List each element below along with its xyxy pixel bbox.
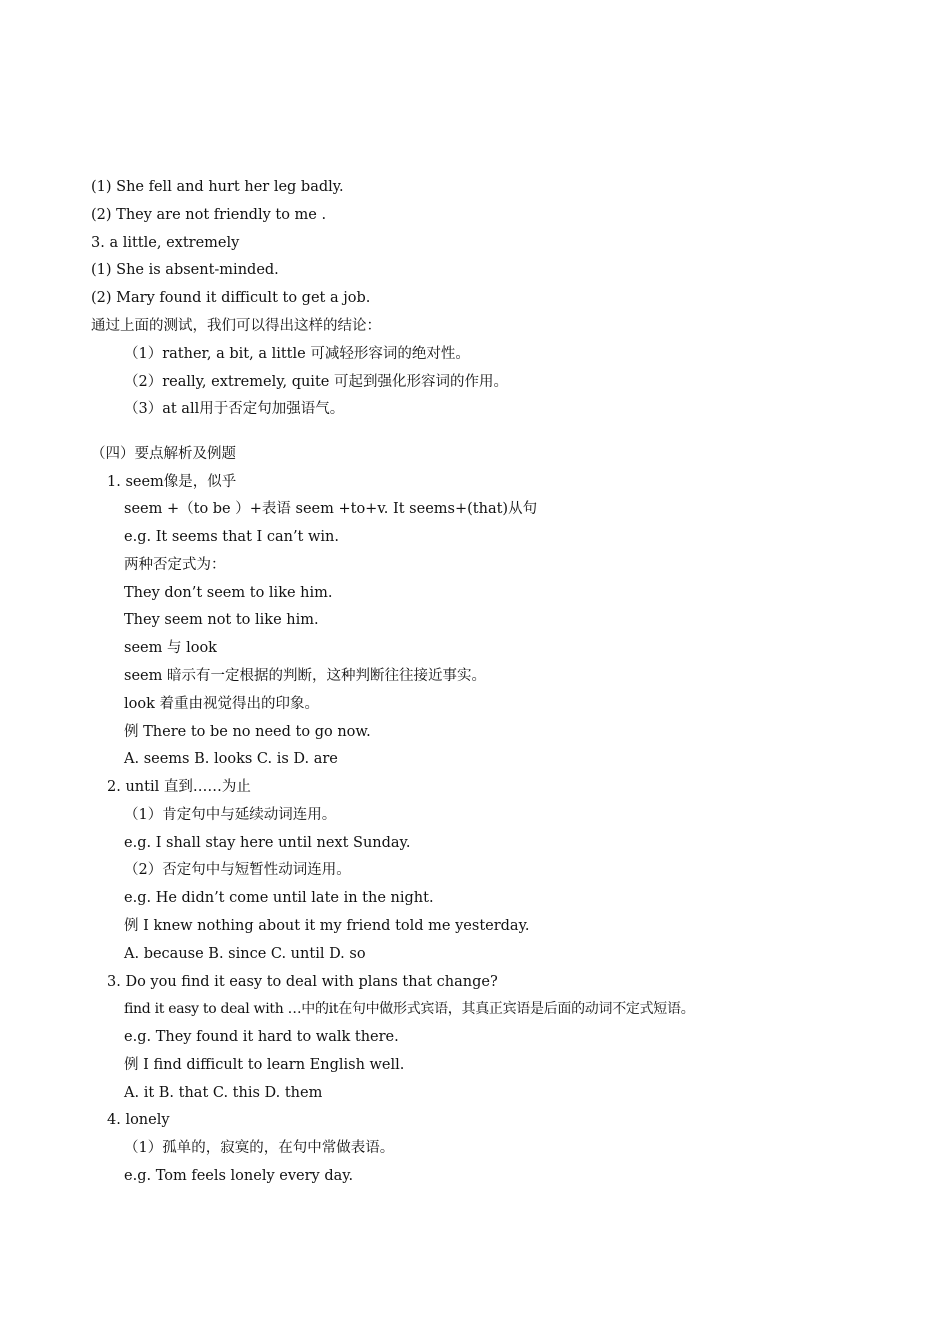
text-line: （2）否定句中与短暂性动词连用。 <box>124 862 351 878</box>
text-line: 例 There to be no need to go now. <box>124 724 371 740</box>
text-line: 1. seem像是，似乎 <box>107 474 237 490</box>
text-line: 两种否定式为： <box>124 557 226 573</box>
text-line: They don’t seem to like him. <box>124 585 333 601</box>
text-line: 通过上面的测试，我们可以得出这样的结论： <box>91 318 381 334</box>
text-line: A. because B. since C. until D. so <box>124 946 366 962</box>
text-line: e.g. He didn’t come until late in the night. <box>124 890 434 906</box>
text-line: 例 I find difficult to learn English well. <box>124 1057 405 1073</box>
text-line: 4. lonely <box>107 1112 170 1128</box>
text-line: 例 I knew nothing about it my friend told me yesterday. <box>124 918 530 934</box>
text-line: A. it B. that C. this D. them <box>124 1085 323 1101</box>
text-line: （1）肯定句中与延续动词连用。 <box>124 807 337 823</box>
section-heading: （四）要点解析及例题 <box>91 446 236 462</box>
text-line: （1）rather, a bit, a little 可减轻形容词的绝对性。 <box>124 346 470 362</box>
text-line: 2. until 直到……为止 <box>107 779 251 795</box>
text-line: e.g. It seems that I can’t win. <box>124 529 339 545</box>
text-line: A. seems B. looks C. is D. are <box>124 751 338 767</box>
text-line: （1）孤单的，寂寞的，在句中常做表语。 <box>124 1140 395 1156</box>
text-line: (1) She is absent-minded. <box>91 262 279 278</box>
text-line: e.g. They found it hard to walk there. <box>124 1029 399 1045</box>
text-line: 3. a little, extremely <box>91 235 240 251</box>
text-line: (2) Mary found it difficult to get a job. <box>91 290 371 306</box>
text-line: find it easy to deal with …中的it在句中做形式宾语，其真正宾语是后面的动词不定式短语。 <box>124 1001 695 1017</box>
text-line: （2）really, extremely, quite 可起到强化形容词的作用。 <box>124 374 508 390</box>
text-line: (2) They are not friendly to me . <box>91 207 327 223</box>
text-line: seem 暗示有一定根据的判断，这种判断往往接近事实。 <box>124 668 486 684</box>
text-line: （3）at all用于否定句加强语气。 <box>124 401 345 417</box>
text-line: They seem not to like him. <box>124 612 319 628</box>
text-line: 3. Do you find it easy to deal with plans that change? <box>107 974 498 990</box>
text-line: look 着重由视觉得出的印象。 <box>124 696 319 712</box>
text-line: e.g. Tom feels lonely every day. <box>124 1168 354 1184</box>
text-line: seem 与 look <box>124 640 217 656</box>
text-line: e.g. I shall stay here until next Sunday. <box>124 835 411 851</box>
text-line: (1) She fell and hurt her leg badly. <box>91 179 344 195</box>
text-line: seem +（to be ）+表语 seem +to+v. It seems+(that)从句 <box>124 501 538 517</box>
